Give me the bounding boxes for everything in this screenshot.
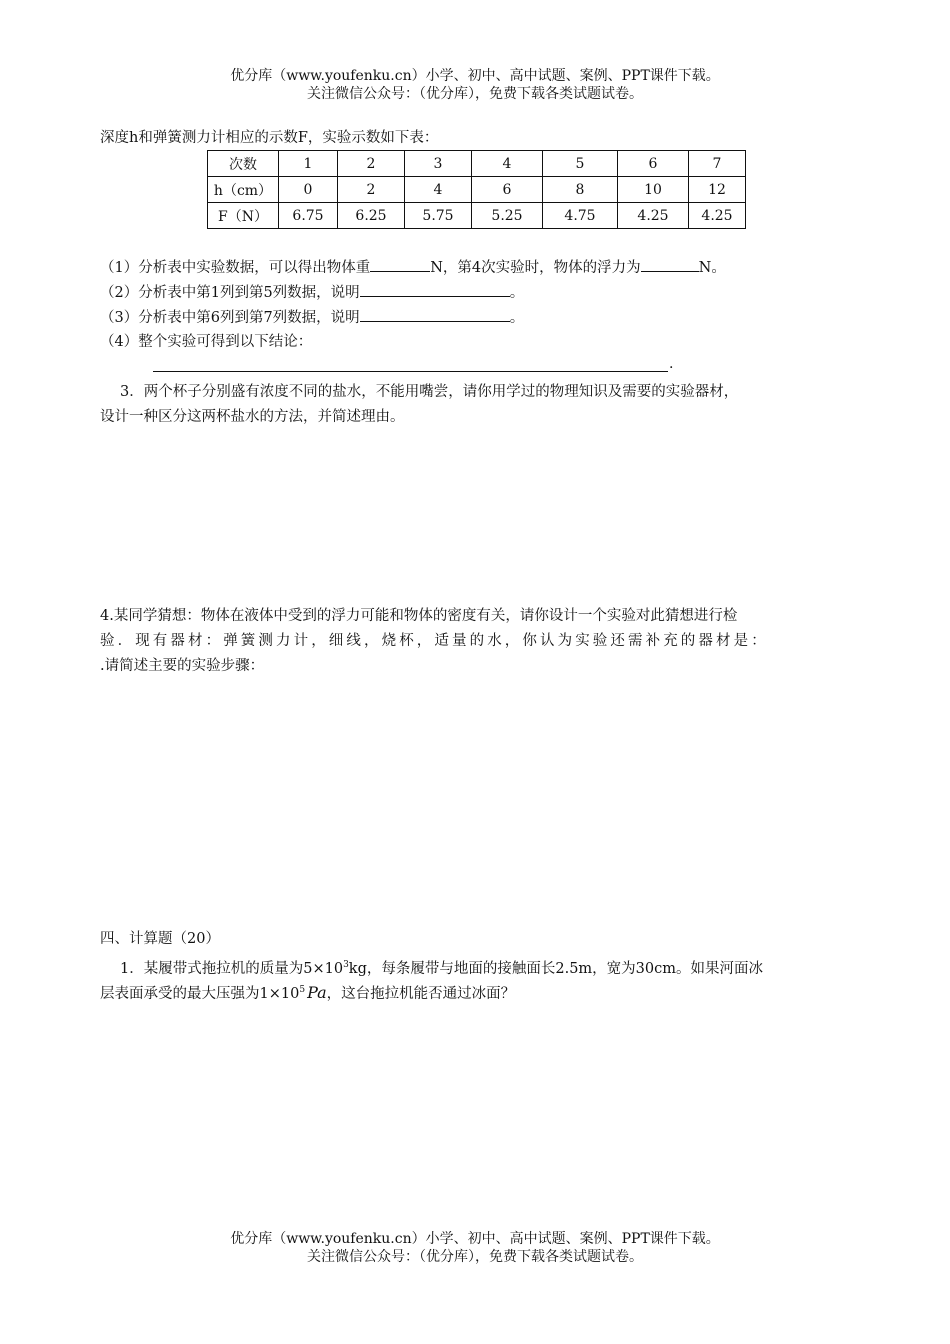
table-intro: 深度h和弹簧测力计相应的示数F，实验示数如下表： xyxy=(100,130,439,146)
calc-text-c: 层表面承受的最大压强为 xyxy=(100,986,260,1002)
pressure-exponent: 5 xyxy=(299,985,306,995)
header-line-1: 优分库（www.youfenku.cn）小学、初中、高中试题、案例、PPT课件下载。 xyxy=(230,68,720,84)
table-cell: F（N） xyxy=(208,203,279,229)
table-cell: 2 xyxy=(338,177,405,203)
question-3-text-a: （3）分析表中第6列到第7列数据，说明 xyxy=(100,310,360,326)
calc-text-a: 1．某履带式拖拉机的质量为5×10 xyxy=(120,961,344,977)
table-cell: 4.75 xyxy=(543,203,618,229)
table-cell: 7 xyxy=(689,151,746,177)
calc-question-1-line-1 xyxy=(120,955,763,979)
table-cell: 1 xyxy=(279,151,338,177)
table-cell: 2 xyxy=(338,151,405,177)
question-1-text-a: （1）分析表中实验数据，可以得出物体重 xyxy=(100,260,371,276)
question-2-text-b: 。 xyxy=(509,285,525,301)
table-cell: h（cm） xyxy=(208,177,279,203)
problem-4-line-3: .请简述主要的实验步骤： xyxy=(100,658,265,674)
question-4: （4）整个实验可得到以下结论： xyxy=(100,334,313,350)
table-cell: 6 xyxy=(472,177,543,203)
answer-line[interactable] xyxy=(153,371,668,372)
pressure-unit: Pa xyxy=(307,983,327,1002)
table-cell: 12 xyxy=(689,177,746,203)
question-3-text-b: 。 xyxy=(509,310,525,326)
calc-question-1-line-2 xyxy=(100,980,515,1004)
table-cell: 8 xyxy=(543,177,618,203)
answer-blank[interactable] xyxy=(370,257,430,272)
table-cell: 5.25 xyxy=(472,203,543,229)
answer-line-end: . xyxy=(669,356,674,372)
problem-3-line-1: 3．两个杯子分别盛有浓度不同的盐水，不能用嘴尝，请你用学过的物理知识及需要的实验器材， xyxy=(120,384,739,400)
calc-text-b: kg，每条履带与地面的接触面长2.5m，宽为30cm。如果河面冰 xyxy=(348,961,763,977)
table-cell: 5.75 xyxy=(405,203,472,229)
answer-blank[interactable] xyxy=(360,307,510,322)
data-table xyxy=(207,150,746,229)
header-line-2: 关注微信公众号：（优分库），免费下载各类试题试卷。 xyxy=(307,86,643,102)
table-cell: 6.75 xyxy=(279,203,338,229)
table-cell: 6.25 xyxy=(338,203,405,229)
question-2-text-a: （2）分析表中第1列到第5列数据，说明 xyxy=(100,285,360,301)
table-cell: 5 xyxy=(543,151,618,177)
section-title: 四、计算题（20） xyxy=(100,931,220,947)
table-row xyxy=(208,203,746,229)
table-cell: 6 xyxy=(618,151,689,177)
table-cell: 4 xyxy=(405,177,472,203)
footer-line-2: 关注微信公众号：（优分库），免费下载各类试题试卷。 xyxy=(307,1249,643,1265)
table-row xyxy=(208,177,746,203)
answer-blank[interactable] xyxy=(360,282,510,297)
answer-blank[interactable] xyxy=(641,257,699,272)
problem-4-line-1: 4.某同学猜想：物体在液体中受到的浮力可能和物体的密度有关，请你设计一个实验对此猜想进行检 xyxy=(100,608,738,624)
table-cell: 0 xyxy=(279,177,338,203)
exponent: 3 xyxy=(343,960,349,970)
page-footer xyxy=(0,1230,950,1266)
page-header xyxy=(0,67,950,103)
question-1-text-b: N，第4次实验时，物体的浮力为 xyxy=(430,260,641,276)
calc-text-d: ，这台拖拉机能否通过冰面？ xyxy=(326,986,516,1002)
pressure-value: 1×10 xyxy=(259,986,300,1002)
question-1 xyxy=(100,257,726,278)
table-cell: 4 xyxy=(472,151,543,177)
question-2 xyxy=(100,282,524,303)
question-1-text-c: N。 xyxy=(698,260,726,276)
table-cell: 4.25 xyxy=(618,203,689,229)
table-cell: 3 xyxy=(405,151,472,177)
footer-line-1: 优分库（www.youfenku.cn）小学、初中、高中试题、案例、PPT课件下载。 xyxy=(230,1231,720,1247)
problem-3-line-2: 设计一种区分这两杯盐水的方法，并简述理由。 xyxy=(100,409,405,425)
table-cell: 次数 xyxy=(208,151,279,177)
table-row xyxy=(208,151,746,177)
table-cell: 10 xyxy=(618,177,689,203)
problem-4-line-2: 验．现有器材：弹簧测力计，细线，烧杯，适量的水，你认为实验还需补充的器材是： xyxy=(100,633,769,649)
table-cell: 4.25 xyxy=(689,203,746,229)
question-3 xyxy=(100,307,524,328)
